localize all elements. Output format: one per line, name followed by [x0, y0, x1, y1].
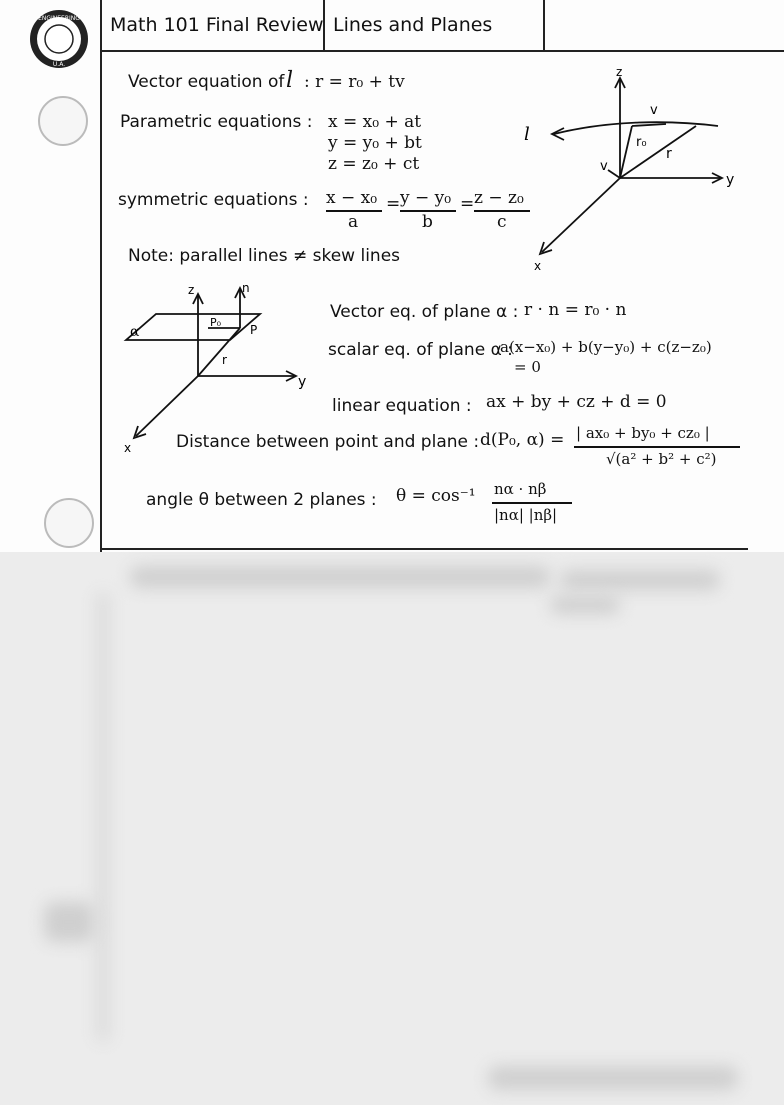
equals-sign: =	[386, 194, 401, 214]
param-y-eq: y = y₀ + bt	[328, 133, 422, 153]
point-p0-label: P₀	[210, 316, 222, 329]
y-axis-label: y	[298, 374, 307, 390]
point-p-label: P	[250, 323, 258, 337]
r-label: r	[222, 353, 227, 367]
r-label: r	[666, 146, 672, 162]
sym-z-num: z − z₀	[474, 188, 524, 208]
line-3d-diagram	[520, 66, 760, 276]
plane-vector-label: Vector eq. of plane α :	[330, 302, 519, 322]
vector-eq: : r = r₀ + tv	[304, 72, 405, 92]
fraction-bar	[574, 446, 740, 448]
x-axis-label: x	[124, 441, 132, 455]
distance-label: Distance between point and plane :	[176, 432, 480, 452]
blurred-text	[130, 566, 550, 588]
line-l-arrow-icon	[552, 128, 564, 140]
margin-rule	[100, 0, 102, 552]
binder-hole	[38, 96, 88, 146]
normal-label: n	[242, 281, 250, 295]
equals-sign: =	[460, 194, 475, 214]
r-vector	[620, 126, 696, 178]
y-axis-label: y	[726, 172, 735, 188]
scalar-eq-label: scalar eq. of plane α :	[328, 340, 513, 360]
linear-eq-label: linear equation :	[332, 396, 472, 416]
sym-z-den: c	[497, 212, 507, 232]
note-sheet	[0, 0, 784, 552]
distance-numerator: | ax₀ + by₀ + cz₀ |	[576, 424, 710, 442]
v-vector-top	[632, 124, 666, 126]
blurred-text	[560, 570, 720, 590]
header-divider	[543, 0, 545, 50]
blurred-region	[0, 552, 784, 1105]
param-z-eq: z = z₀ + ct	[328, 154, 420, 174]
line-symbol: l	[286, 68, 294, 93]
angle-label: angle θ between 2 planes :	[146, 490, 377, 510]
v-label-top: v	[650, 103, 658, 118]
logo-bottom-text: U.A.	[52, 61, 66, 68]
binder-hole	[44, 498, 94, 548]
sym-y-den: b	[422, 212, 433, 232]
vector-eq-label: Vector equation of	[128, 72, 285, 92]
sym-y-num: y − y₀	[400, 188, 452, 208]
blurred-text	[488, 1066, 738, 1090]
alpha-label: α	[130, 324, 140, 340]
parametric-label: Parametric equations :	[120, 112, 313, 132]
sym-x-num: x − x₀	[326, 188, 378, 208]
r-vector	[198, 328, 240, 376]
engineering-logo-icon	[28, 8, 90, 70]
x-axis	[542, 178, 620, 252]
page-topic: Lines and Planes	[333, 14, 493, 36]
blurred-hole	[44, 902, 94, 942]
bottom-rule	[100, 548, 748, 550]
plane-vector-eq: r · n = r₀ · n	[524, 300, 627, 320]
r0-label: r₀	[636, 135, 647, 150]
angle-denominator: |nα| |nβ|	[494, 506, 558, 524]
symmetric-label: symmetric equations :	[118, 190, 309, 210]
x-axis	[136, 376, 198, 436]
distance-lhs: d(P₀, α) =	[480, 430, 565, 450]
angle-lhs: θ = cos⁻¹	[396, 486, 476, 506]
note-text: Note: parallel lines ≠ skew lines	[128, 246, 401, 266]
linear-eq: ax + by + cz + d = 0	[486, 392, 667, 412]
blurred-margin	[96, 592, 110, 1042]
blurred-text	[550, 596, 620, 614]
scalar-eq-rhs: = 0	[514, 358, 541, 376]
page-title: Math 101 Final Review	[110, 14, 324, 36]
line-l-label: l	[524, 124, 530, 145]
x-axis-label: x	[534, 259, 542, 273]
param-x-eq: x = x₀ + at	[328, 112, 422, 132]
scalar-eq: a(x−x₀) + b(y−y₀) + c(z−z₀)	[500, 338, 712, 356]
sym-x-den: a	[348, 212, 359, 232]
v-vector-origin	[608, 170, 620, 178]
distance-denominator: √(a² + b² + c²)	[606, 450, 717, 468]
v-label-origin: v	[600, 159, 608, 174]
logo-top-text: ENGINEERING	[38, 15, 80, 22]
z-axis-label: z	[188, 283, 195, 297]
z-axis-label: z	[616, 65, 623, 79]
angle-numerator: nα · nβ	[494, 480, 547, 498]
fraction-bar	[492, 502, 572, 504]
